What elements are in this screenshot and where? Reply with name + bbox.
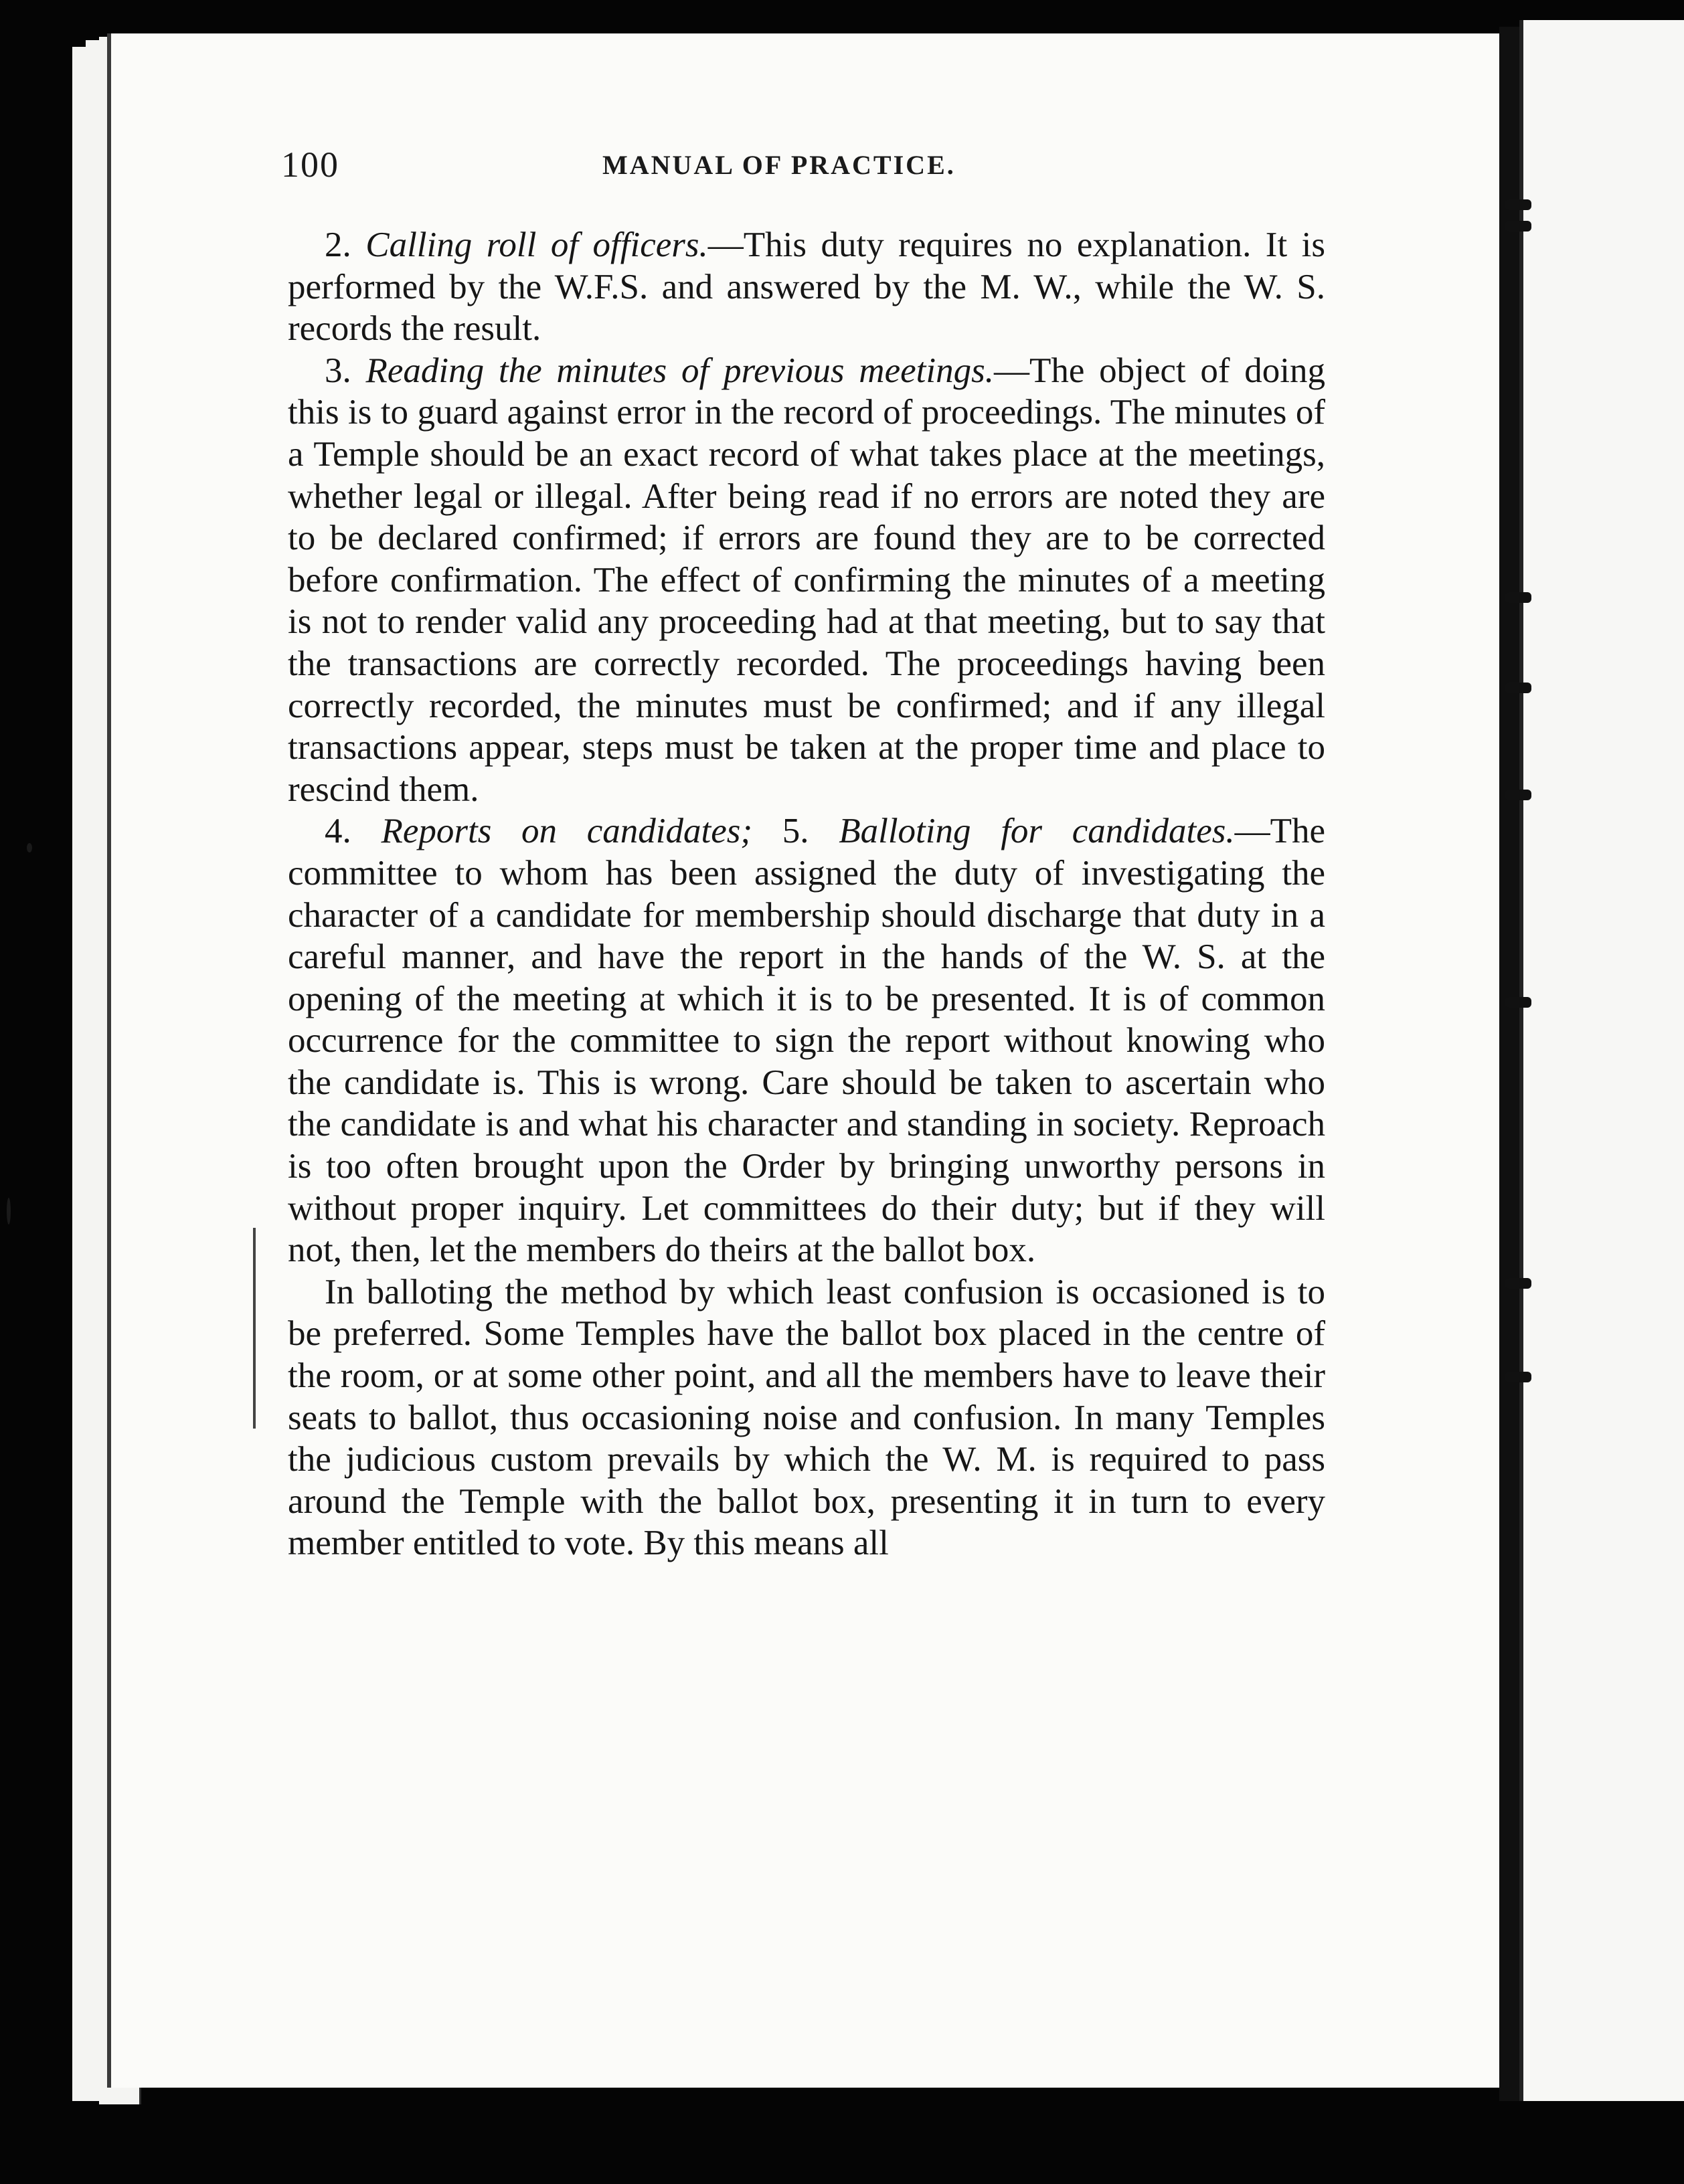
paragraph-text: In balloting the method by which least confusion is occasioned is to be preferred. Some Temples have the ballot box placed in the centre of the room, or at some other point, and all the members have to leave their seats to ballot, thus occasioning noise and confusion. In many Temples the judicious custom prevails by which the W. M. is required to pass around the Temple with the ballot box, presenting it in turn to every member entitled to vote. By this means all (288, 1272, 1325, 1563)
running-head: MANUAL OF PRACTICE. (602, 150, 956, 180)
page-mark (1505, 997, 1531, 1008)
scan-speck (7, 1198, 11, 1224)
paragraph-text: —The committee to whom has been assigned the duty of investigating the character of a candidate for membership should discharge that duty in a careful manner, and have the report in the hands of the W. S. at the opening of the meeting at which it is to be presented. It is of common occurrence for the committee to sign the report without knowing who the candidate is. This is wrong. Care should be taken to ascertain who the candidate is and what his character and standing in society. Reproach is too often brought upon the Order by bringing unworthy persons in without proper inquiry. Let committees do their duty; but if they will not, then, let the members do theirs at the ballot box. (288, 812, 1326, 1270)
item-number: 4. (325, 812, 351, 851)
page-body (288, 224, 1325, 1564)
paragraph-roll-call (288, 224, 1325, 350)
margin-line (253, 1228, 256, 1429)
scan-speck (27, 843, 32, 852)
facing-page-edge (1519, 20, 1684, 2101)
item-number: 5. (782, 812, 809, 851)
item-number: 3. (325, 351, 351, 390)
paragraph-minutes (288, 350, 1325, 811)
page-number: 100 (281, 145, 339, 185)
item-heading: Reading the minutes of previous meetings. (365, 351, 994, 390)
page-mark (1505, 221, 1531, 232)
paragraph-balloting (288, 1271, 1325, 1564)
item-heading: Reports on candidates; (381, 812, 753, 851)
item-number: 2. (325, 225, 351, 264)
page-mark (1505, 790, 1531, 800)
page-mark (1505, 1372, 1531, 1382)
item-heading: Calling roll of officers. (365, 225, 708, 264)
paragraph-text: —The object of doing this is to guard against error in the record of proceedings. The minutes of a Temple should be an exact record of what takes place at the meetings, whether legal or illegal. After being read if no errors are noted they are to be declared confirmed; if errors are found they are to be corrected before confirmation. The effect of confirming the minutes of a meeting is not to render valid any proceeding had at that meeting, but to say that the transactions are correctly recorded. The proceedings having been correctly recorded, the minutes must be confirmed; and if any illegal transactions appear, steps must be taken at the proper time and place to rescind them. (288, 351, 1326, 809)
item-heading: Balloting for candidates. (839, 812, 1235, 851)
book-gutter (1499, 27, 1519, 2101)
page-mark (1505, 682, 1531, 693)
page-mark (1505, 1278, 1531, 1289)
page-mark (1505, 199, 1531, 210)
page-header (281, 137, 1332, 191)
paragraph-candidates (288, 810, 1325, 1271)
page-mark (1505, 592, 1531, 603)
paragraph-text: —This duty requires no explanation. It is performed by the W.F.S. and answered by the M. W., while the W. S. records the result. (288, 225, 1326, 349)
